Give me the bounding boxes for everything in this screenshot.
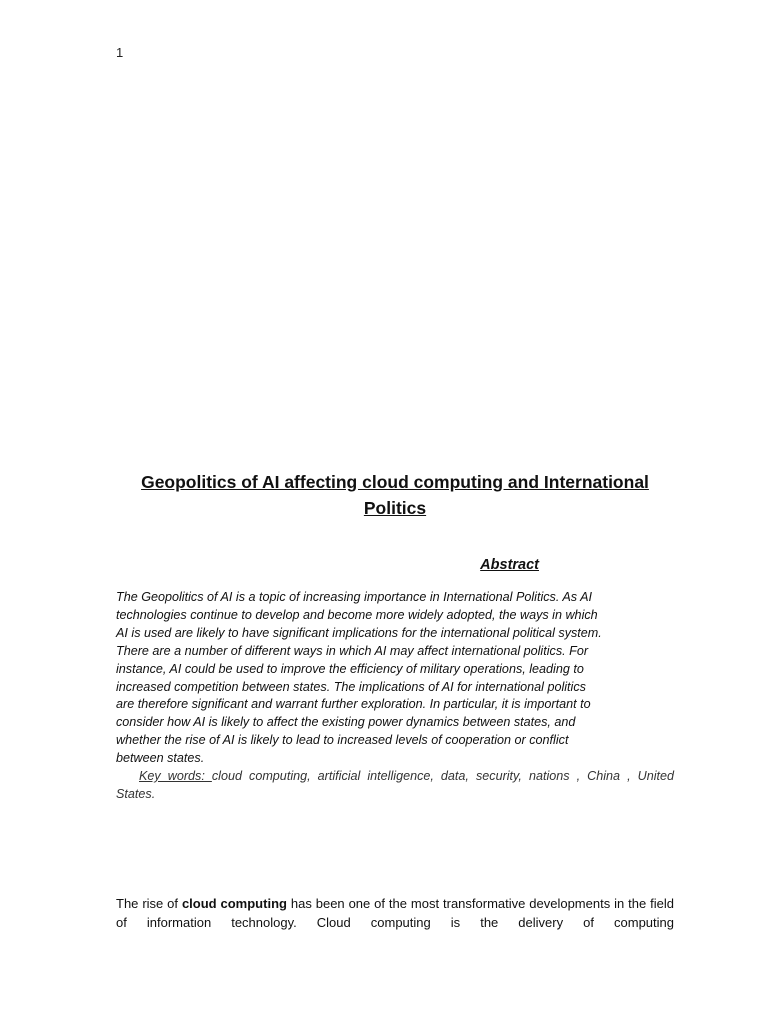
abstract-line: The Geopolitics of AI is a topic of increasing importance in International Politics. As AI [116, 590, 592, 604]
intro-text-post: has been one of the most transformative developments in the field of information technology. Cloud computing is the delivery of computing [116, 896, 674, 930]
intro-text-pre: The rise of [116, 896, 182, 911]
abstract-heading: Abstract [480, 557, 539, 573]
page-number: 1 [116, 45, 124, 60]
keywords [116, 767, 674, 803]
abstract-line: are therefore significant and warrant further exploration. In particular, it is important to [116, 697, 591, 712]
abstract-line: technologies continue to develop and become more widely adopted, the ways in which [116, 607, 598, 622]
keywords-label: Key words: [139, 769, 212, 783]
abstract-line: increased competition between states. The implications of AI for international politics [116, 679, 586, 694]
abstract-body [116, 589, 676, 768]
abstract-line: between states. [116, 751, 205, 766]
abstract-line: instance, AI could be used to improve the efficiency of military operations, leading to [116, 661, 584, 676]
abstract-line: AI is used are likely to have significant implications for the international political system. [116, 625, 602, 640]
abstract-line: consider how AI is likely to affect the existing power dynamics between states, and [116, 715, 576, 730]
intro-text-bold: cloud computing [181, 896, 287, 911]
abstract-line: There are a number of different ways in which AI may affect international politics. For [116, 643, 589, 658]
keywords-text: cloud computing, artificial intelligence, data, security, nations , China , United States. [116, 769, 675, 801]
document-title: Geopolitics of AI affecting cloud computing and International Politics [141, 472, 649, 518]
intro-paragraph [116, 894, 674, 932]
abstract-line: whether the rise of AI is likely to lead to increased levels of cooperation or conflict [116, 733, 569, 748]
